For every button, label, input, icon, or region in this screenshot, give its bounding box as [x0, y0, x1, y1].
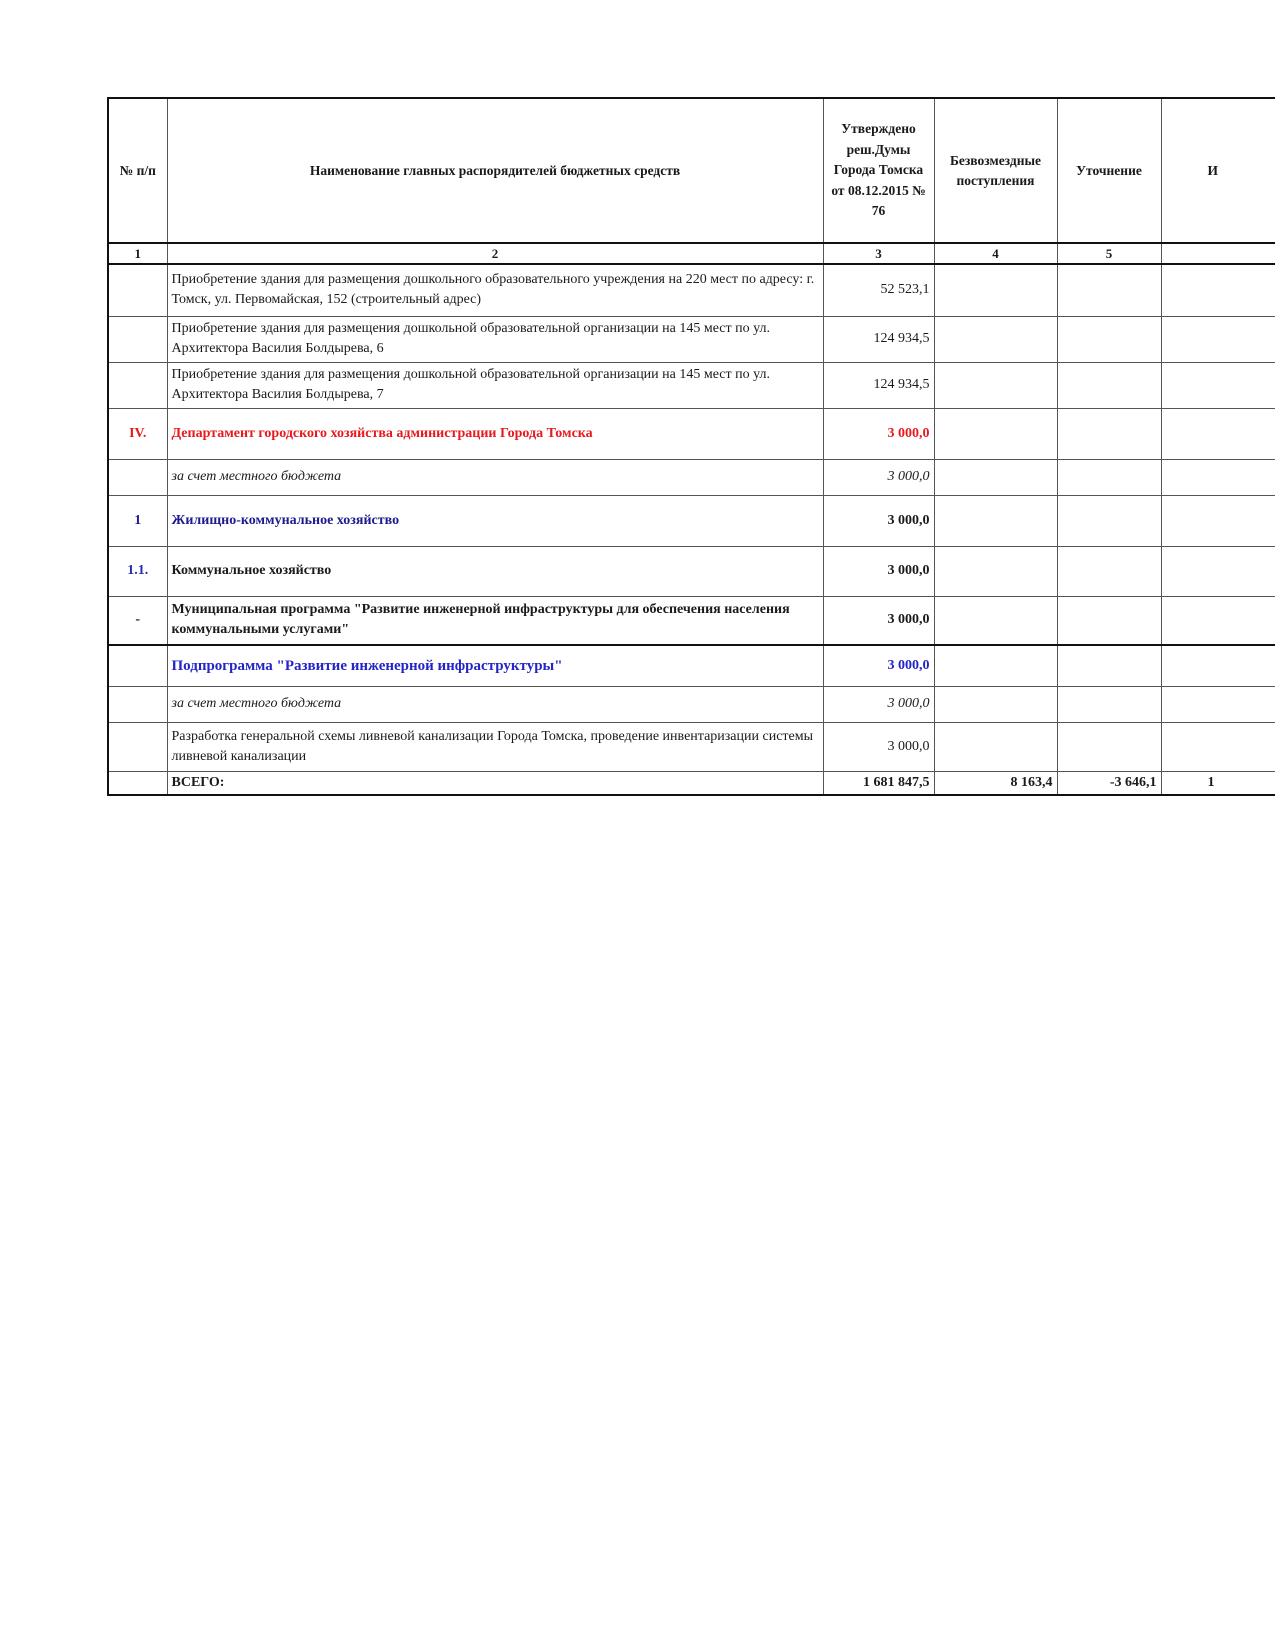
row-gratuitous-value: [934, 645, 1057, 686]
row-approved-value: 3 000,0: [823, 495, 934, 546]
row-clarification-value: [1057, 645, 1161, 686]
total-clarification-value: -3 646,1: [1057, 771, 1161, 795]
col-number: 2: [167, 243, 823, 264]
row-name: Разработка генеральной схемы ливневой канализации Города Томска, проведение инвентаризации системы ливневой канализации: [167, 722, 823, 771]
total-label: ВСЕГО:: [167, 771, 823, 795]
row-num: [108, 316, 167, 362]
row-clarification-value: [1057, 495, 1161, 546]
row-name: Приобретение здания для размещения дошкольной образовательной организации на 145 мест по ул. Архитектора Василия Болдырева, 7: [167, 362, 823, 408]
total-approved-value: 1 681 847,5: [823, 771, 934, 795]
table-row: [108, 546, 1275, 596]
row-approved-value: 3 000,0: [823, 408, 934, 459]
total-next-value: 1: [1161, 771, 1275, 795]
header-gratuitous: Безвозмездные поступления: [934, 98, 1057, 243]
col-number: 4: [934, 243, 1057, 264]
total-row: [108, 771, 1275, 795]
row-approved-value: 3 000,0: [823, 722, 934, 771]
row-num: 1: [108, 495, 167, 546]
row-name: за счет местного бюджета: [167, 459, 823, 495]
table-row: [108, 316, 1275, 362]
row-approved-value: 3 000,0: [823, 459, 934, 495]
table-row: [108, 686, 1275, 722]
header-num: № п/п: [108, 98, 167, 243]
row-next-value: [1161, 362, 1275, 408]
row-approved-value: 124 934,5: [823, 316, 934, 362]
row-num: -: [108, 596, 167, 645]
row-name: Подпрограмма "Развитие инженерной инфраструктуры": [167, 645, 823, 686]
total-num: [108, 771, 167, 795]
row-approved-value: 3 000,0: [823, 546, 934, 596]
row-num: [108, 722, 167, 771]
row-gratuitous-value: [934, 495, 1057, 546]
col-number: [1161, 243, 1275, 264]
row-next-value: [1161, 495, 1275, 546]
row-name: за счет местного бюджета: [167, 686, 823, 722]
row-gratuitous-value: [934, 722, 1057, 771]
row-approved-value: 3 000,0: [823, 686, 934, 722]
row-clarification-value: [1057, 362, 1161, 408]
row-next-value: [1161, 264, 1275, 316]
row-num: [108, 686, 167, 722]
row-gratuitous-value: [934, 596, 1057, 645]
row-num: [108, 645, 167, 686]
total-gratuitous-value: 8 163,4: [934, 771, 1057, 795]
row-gratuitous-value: [934, 316, 1057, 362]
row-next-value: [1161, 722, 1275, 771]
row-gratuitous-value: [934, 408, 1057, 459]
row-clarification-value: [1057, 596, 1161, 645]
header-row: [108, 98, 1275, 243]
row-clarification-value: [1057, 459, 1161, 495]
row-clarification-value: [1057, 686, 1161, 722]
row-num: [108, 264, 167, 316]
row-next-value: [1161, 459, 1275, 495]
table-row: [108, 645, 1275, 686]
row-gratuitous-value: [934, 459, 1057, 495]
row-name: Жилищно-коммунальное хозяйство: [167, 495, 823, 546]
row-name: Приобретение здания для размещения дошкольного образовательного учреждения на 220 мест по адресу: г. Томск, ул. Первомайская, 152 (строительный адрес): [167, 264, 823, 316]
row-clarification-value: [1057, 316, 1161, 362]
row-name: Приобретение здания для размещения дошкольной образовательной организации на 145 мест по ул. Архитектора Василия Болдырева, 6: [167, 316, 823, 362]
row-clarification-value: [1057, 408, 1161, 459]
row-approved-value: 52 523,1: [823, 264, 934, 316]
table-row: [108, 459, 1275, 495]
header-approved: Утверждено реш.Думы Города Томска от 08.12.2015 № 76: [823, 98, 934, 243]
row-clarification-value: [1057, 722, 1161, 771]
row-num: [108, 362, 167, 408]
col-number: 1: [108, 243, 167, 264]
table-row: [108, 596, 1275, 645]
row-name: Департамент городского хозяйства администрации Города Томска: [167, 408, 823, 459]
row-num: IV.: [108, 408, 167, 459]
col-number: 5: [1057, 243, 1161, 264]
row-clarification-value: [1057, 546, 1161, 596]
row-num: 1.1.: [108, 546, 167, 596]
row-approved-value: 3 000,0: [823, 645, 934, 686]
row-name: Коммунальное хозяйство: [167, 546, 823, 596]
column-number-row: [108, 243, 1275, 264]
budget-table: [107, 97, 1275, 796]
row-name: Муниципальная программа "Развитие инженерной инфраструктуры для обеспечения населения коммунальными услугами": [167, 596, 823, 645]
table-row: [108, 495, 1275, 546]
header-name: Наименование главных распорядителей бюджетных средств: [167, 98, 823, 243]
table-row: [108, 264, 1275, 316]
row-gratuitous-value: [934, 362, 1057, 408]
row-gratuitous-value: [934, 546, 1057, 596]
row-next-value: [1161, 596, 1275, 645]
row-next-value: [1161, 408, 1275, 459]
row-next-value: [1161, 686, 1275, 722]
row-next-value: [1161, 645, 1275, 686]
row-clarification-value: [1057, 264, 1161, 316]
header-next-col: И: [1161, 98, 1275, 243]
table-row: [108, 722, 1275, 771]
row-num: [108, 459, 167, 495]
row-approved-value: 124 934,5: [823, 362, 934, 408]
table-row: [108, 362, 1275, 408]
table-row: [108, 408, 1275, 459]
col-number: 3: [823, 243, 934, 264]
row-next-value: [1161, 316, 1275, 362]
row-gratuitous-value: [934, 686, 1057, 722]
budget-table-sheet: [107, 97, 1275, 796]
row-next-value: [1161, 546, 1275, 596]
row-gratuitous-value: [934, 264, 1057, 316]
row-approved-value: 3 000,0: [823, 596, 934, 645]
header-clarification: Уточнение: [1057, 98, 1161, 243]
